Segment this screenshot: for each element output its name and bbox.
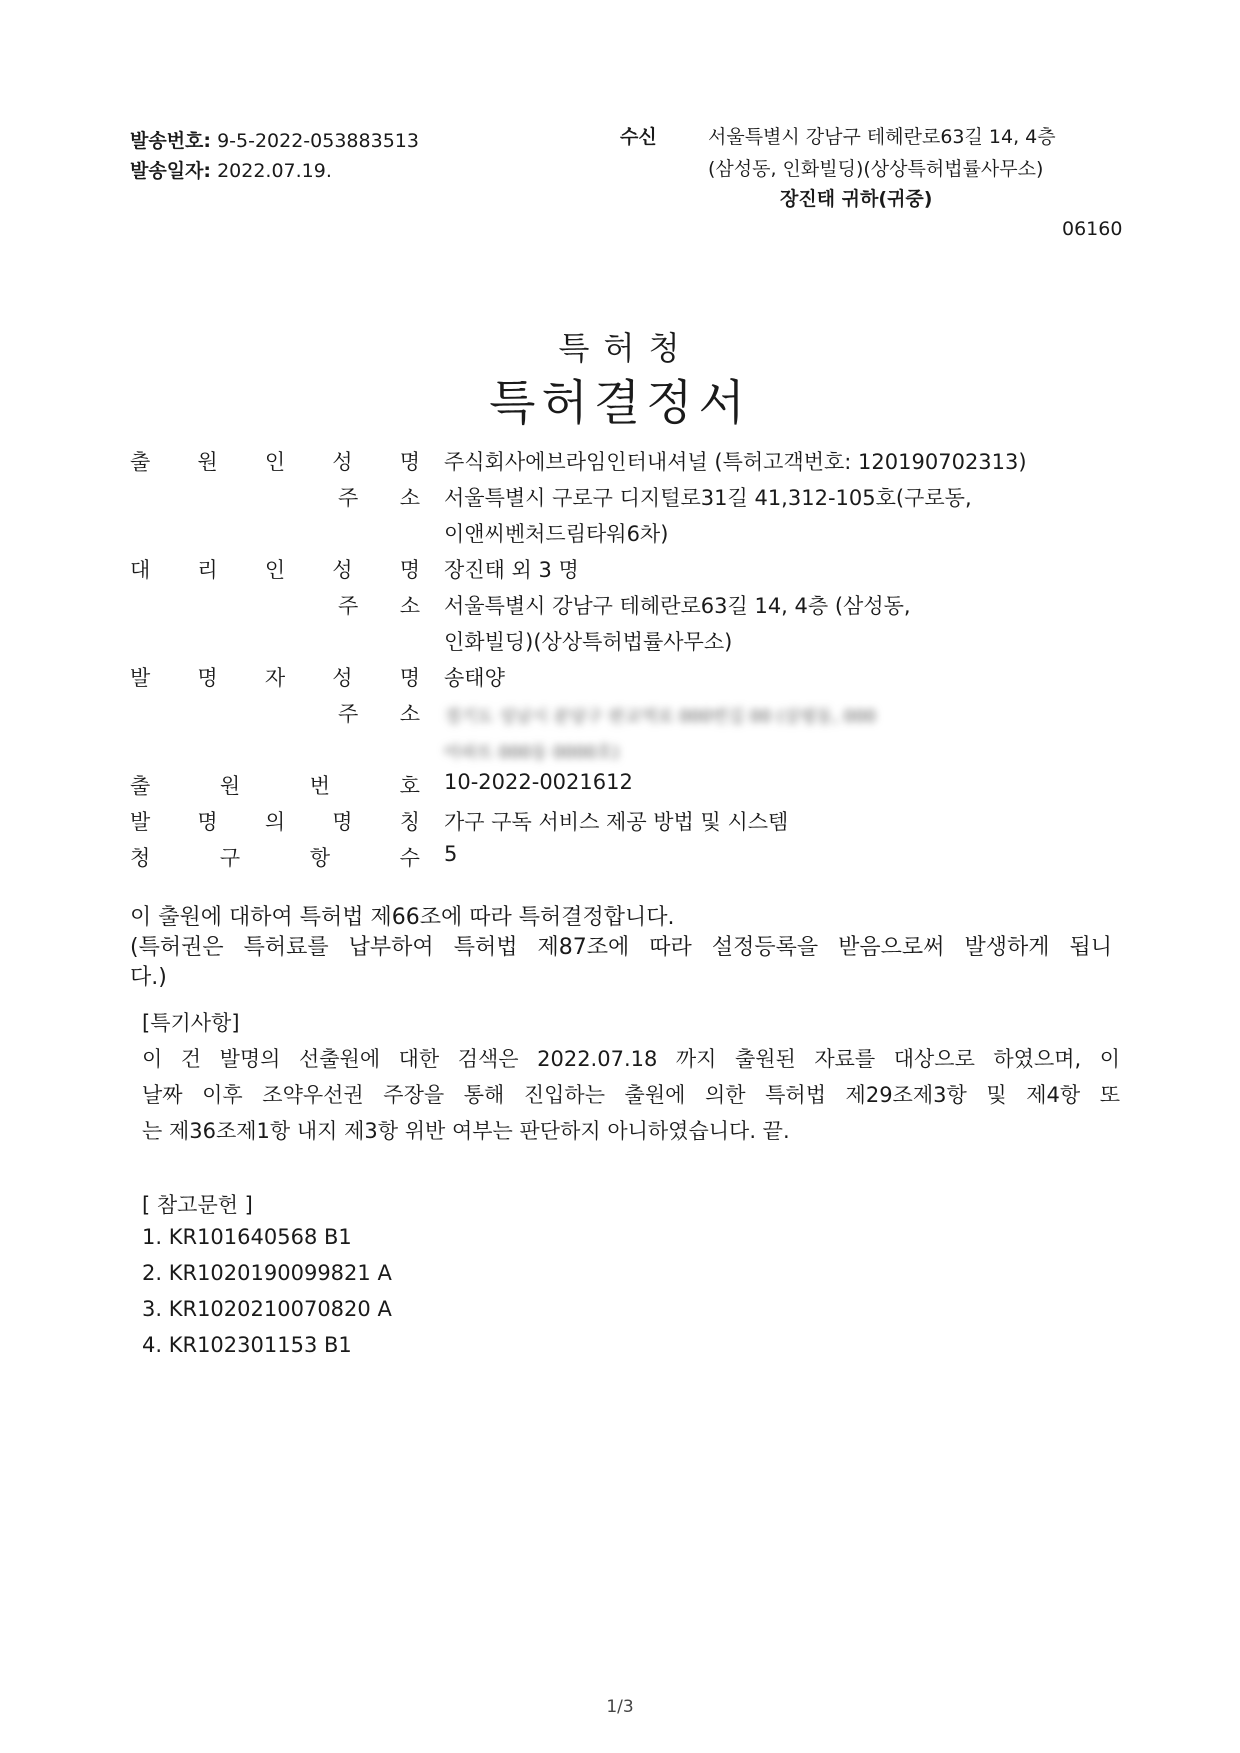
reference-item: 1. KR101640568 B1: [142, 1225, 352, 1249]
label-char: 자: [264, 666, 286, 690]
inventor-name: 송태양: [444, 666, 505, 690]
agent-name-label: [130, 554, 420, 584]
applicant-name-label: [130, 446, 420, 476]
label-char: 구: [219, 846, 241, 870]
applicant-address-line1: 서울특별시 구로구 디지털로31길 41,312-105호(구로동,: [444, 486, 972, 510]
label-char: 성: [332, 666, 353, 690]
special-notes-line2: 날짜 이후 조약우선권 주장을 통해 진입하는 출원에 의한 특허법 제29조제3항 및 제4항 또: [142, 1083, 1120, 1107]
label-char: 명: [399, 450, 420, 474]
applicant-address-line2: 이앤씨벤처드림타워6차): [444, 522, 669, 546]
special-notes-heading: [특기사항]: [142, 1011, 240, 1035]
applicant-name: 주식회사에브라임인터내셔널 (특허고객번호: 120190702313): [444, 450, 1027, 474]
label-char: 항: [309, 846, 331, 870]
label-char: 명: [399, 558, 420, 582]
label-char: 인: [264, 558, 286, 582]
decision-line3: 다.): [130, 965, 167, 990]
agent-address-label: [338, 590, 420, 620]
recipient-address-line2: (삼성동, 인화빌딩)(상상특허법률사무소): [708, 158, 1044, 180]
label-char: 소: [399, 702, 420, 726]
send-number-value: 9-5-2022-053883513: [217, 130, 419, 152]
claims-count: 5: [444, 842, 458, 866]
label-char: 발: [130, 666, 151, 690]
reference-item: 2. KR1020190099821 A: [142, 1261, 392, 1285]
document-title: 특허결정서: [489, 375, 751, 431]
label-char: 발: [130, 810, 151, 834]
label-char: 원: [197, 450, 218, 474]
decision-line2: (특허권은 특허료를 납부하여 특허법 제87조에 따라 설정등록을 받음으로써 발생하게 됩니: [130, 935, 1112, 960]
office-title: 특 허 청: [558, 329, 682, 367]
inventor-name-label: [130, 662, 420, 692]
invention-title: 가구 구독 서비스 제공 방법 및 시스템: [444, 810, 789, 834]
agent-address-line2: 인화빌딩)(상상특허법률사무소): [444, 630, 733, 654]
inventor-address-label: [338, 698, 420, 728]
send-number-label: 발송번호:: [130, 130, 212, 152]
claims-label: [130, 842, 420, 872]
invention-title-label: [130, 806, 420, 836]
label-char: 호: [399, 774, 420, 798]
label-char: 소: [399, 594, 420, 618]
recipient-name: 장진태 귀하(귀중): [780, 188, 933, 210]
label-char: 명: [332, 810, 353, 834]
send-date-value: 2022.07.19.: [217, 160, 332, 182]
inventor-address-line1-redacted: 경기도 성남시 분당구 판교역로 000번길 00 (삼평동, 000: [444, 707, 876, 727]
label-char: 청: [130, 846, 151, 870]
recipient-address-line1: 서울특별시 강남구 테헤란로63길 14, 4층: [708, 126, 1056, 148]
application-number-label: [130, 770, 420, 800]
special-notes-line1: 이 건 발명의 선출원에 대한 검색은 2022.07.18 까지 출원된 자료를 대상으로 하였으며, 이: [142, 1047, 1120, 1071]
label-char: 주: [338, 702, 359, 726]
send-date-label: 발송일자:: [130, 160, 212, 182]
label-char: 인: [264, 450, 286, 474]
special-notes-line3: 는 제36조제1항 내지 제3항 위반 여부는 판단하지 아니하였습니다. 끝.: [142, 1119, 790, 1143]
send-number: [130, 126, 419, 153]
label-char: 대: [130, 558, 151, 582]
applicant-address-label: [338, 482, 420, 512]
agent-name: 장진태 외 3 명: [444, 558, 579, 582]
reference-item: 4. KR102301153 B1: [142, 1333, 352, 1357]
reference-item: 3. KR1020210070820 A: [142, 1297, 392, 1321]
send-date: [130, 156, 332, 183]
label-char: 번: [309, 774, 331, 798]
label-char: 주: [338, 594, 359, 618]
label-char: 명: [197, 666, 218, 690]
label-char: 의: [264, 810, 286, 834]
label-char: 소: [399, 486, 420, 510]
page-number: 1/3: [606, 1697, 634, 1717]
agent-address-line1: 서울특별시 강남구 테헤란로63길 14, 4층 (삼성동,: [444, 594, 911, 618]
label-char: 출: [130, 450, 151, 474]
inventor-address-line2-redacted: 아파트 000동 0000호): [444, 743, 620, 763]
label-char: 칭: [399, 810, 420, 834]
label-char: 명: [399, 666, 420, 690]
application-number: 10-2022-0021612: [444, 770, 633, 794]
postal-code: 06160: [1062, 218, 1123, 240]
label-char: 원: [219, 774, 241, 798]
label-char: 성: [332, 450, 353, 474]
label-char: 수: [399, 846, 420, 870]
label-char: 리: [197, 558, 218, 582]
references-heading: [ 참고문헌 ]: [142, 1193, 253, 1217]
decision-line1: 이 출원에 대하여 특허법 제66조에 따라 특허결정합니다.: [130, 905, 675, 930]
label-char: 명: [197, 810, 218, 834]
label-char: 출: [130, 774, 151, 798]
recipient-label: 수신: [620, 126, 657, 148]
label-char: 주: [338, 486, 359, 510]
label-char: 성: [332, 558, 353, 582]
